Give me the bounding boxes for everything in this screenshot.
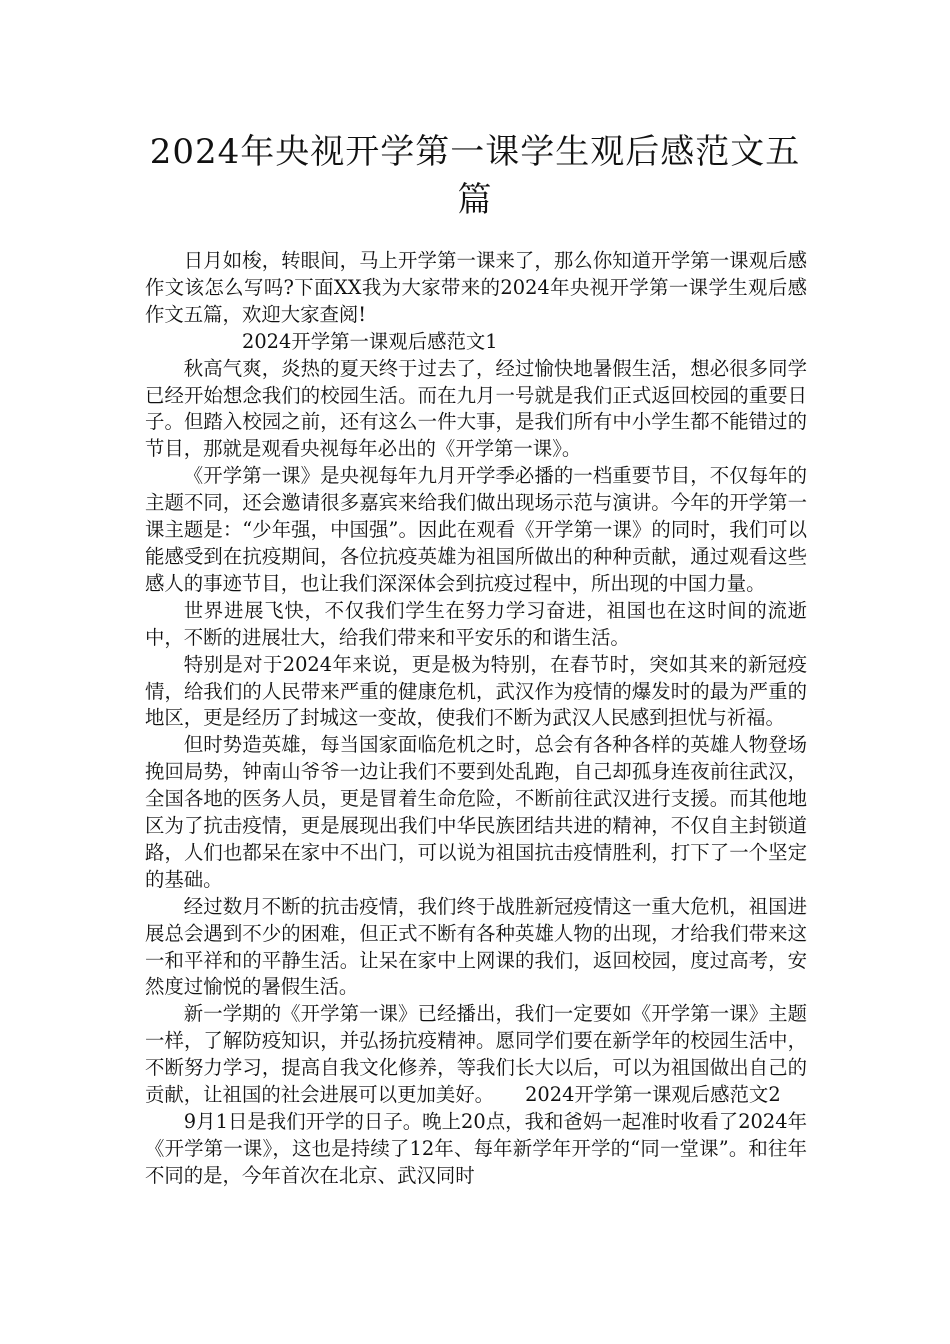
- body-paragraph: 经过数月不断的抗击疫情，我们终于战胜新冠疫情这一重大危机，祖国进展总会遇到不少的困难，但正式不断有各种英雄人物的出现，才给我们带来这一和平祥和的平静生活。让呆在家中上网课的我们，返回校园，度过高考，安然度过愉悦的暑假生活。: [145, 894, 807, 999]
- title-line-2: 篇: [457, 180, 493, 220]
- intro-paragraph: 日月如梭，转眼间，马上开学第一课来了，那么你知道开学第一课观后感作文该怎么写吗?下面XX我为大家带来的2024年央视开学第一课学生观后感作文五篇，欢迎大家查阅!: [145, 249, 807, 326]
- body-paragraph: 但时势造英雄，每当国家面临危机之时，总会有各种各样的英雄人物登场挽回局势，钟南山爷爷一边让我们不要到处乱跑，自己却孤身连夜前往武汉，全国各地的医务人员，更是冒着生命危险，不断前往武汉进行支援。而其他地区为了抗击疫情，更是展现出我们中华民族团结共进的精神，不仅自主封锁道路，人们也都呆在家中不出门，可以说为祖国抗击疫情胜利，打下了一个坚定的基础。: [145, 733, 807, 891]
- title-line-1: 2024年央视开学第一课学生观后感范文五: [149, 132, 801, 172]
- section-heading-1: 2024开学第一课观后感范文1: [242, 329, 498, 353]
- body-paragraph-with-heading: [145, 1001, 807, 1109]
- body-paragraph: 秋高气爽，炎热的夏天终于过去了，经过愉快地暑假生活，想必很多同学已经开始想念我们的校园生活。而在九月一号就是我们正式返回校园的重要日子。但踏入校园之前，还有这么一件大事，是我们所有中小学生都不能错过的节目，那就是观看央视每年必出的《开学第一课》。: [145, 356, 807, 461]
- document-body: [145, 248, 807, 1190]
- body-paragraph: 9月1日是我们开学的日子。晚上20点，我和爸妈一起准时收看了2024年《开学第一课》，这也是持续了12年、每年新学年开学的“同一堂课”。和往年不同的是，今年首次在北京、武汉同时: [145, 1110, 807, 1187]
- body-paragraph: 《开学第一课》是央视每年九月开学季必播的一档重要节目，不仅每年的主题不同，还会邀请很多嘉宾来给我们做出现场示范与演讲。今年的开学第一课主题是：“少年强，中国强”。因此在观看《开学第一课》的同时，我们可以能感受到在抗疫期间，各位抗疫英雄为祖国所做出的种种贡献，通过观看这些感人的事迹节目，也让我们深深体会到抗疫过程中，所出现的中国力量。: [145, 464, 807, 595]
- section-heading-2: 2024开学第一课观后感范文2: [525, 1083, 781, 1107]
- body-paragraph-text: 新一学期的《开学第一课》已经播出，我们一定要如《开学第一课》主题一样，了解防疫知识，并弘扬抗疫精神。愿同学们要在新学年的校园生活中，不断努力学习，提高自我文化修养，等我们长大以后，可以为祖国做出自己的贡献，让祖国的社会进展可以更加美好。: [145, 1002, 807, 1107]
- body-paragraph: 世界进展飞快，不仅我们学生在努力学习奋进，祖国也在这时间的流逝中，不断的进展壮大，给我们带来和平安乐的和谐生活。: [145, 598, 807, 649]
- document-title: [140, 128, 810, 224]
- body-paragraph: 特别是对于2024年来说，更是极为特别，在春节时，突如其来的新冠疫情，给我们的人民带来严重的健康危机，武汉作为疫情的爆发时的最为严重的地区，更是经历了封城这一变故，使我们不断为武汉人民感到担忧与祈福。: [145, 652, 807, 730]
